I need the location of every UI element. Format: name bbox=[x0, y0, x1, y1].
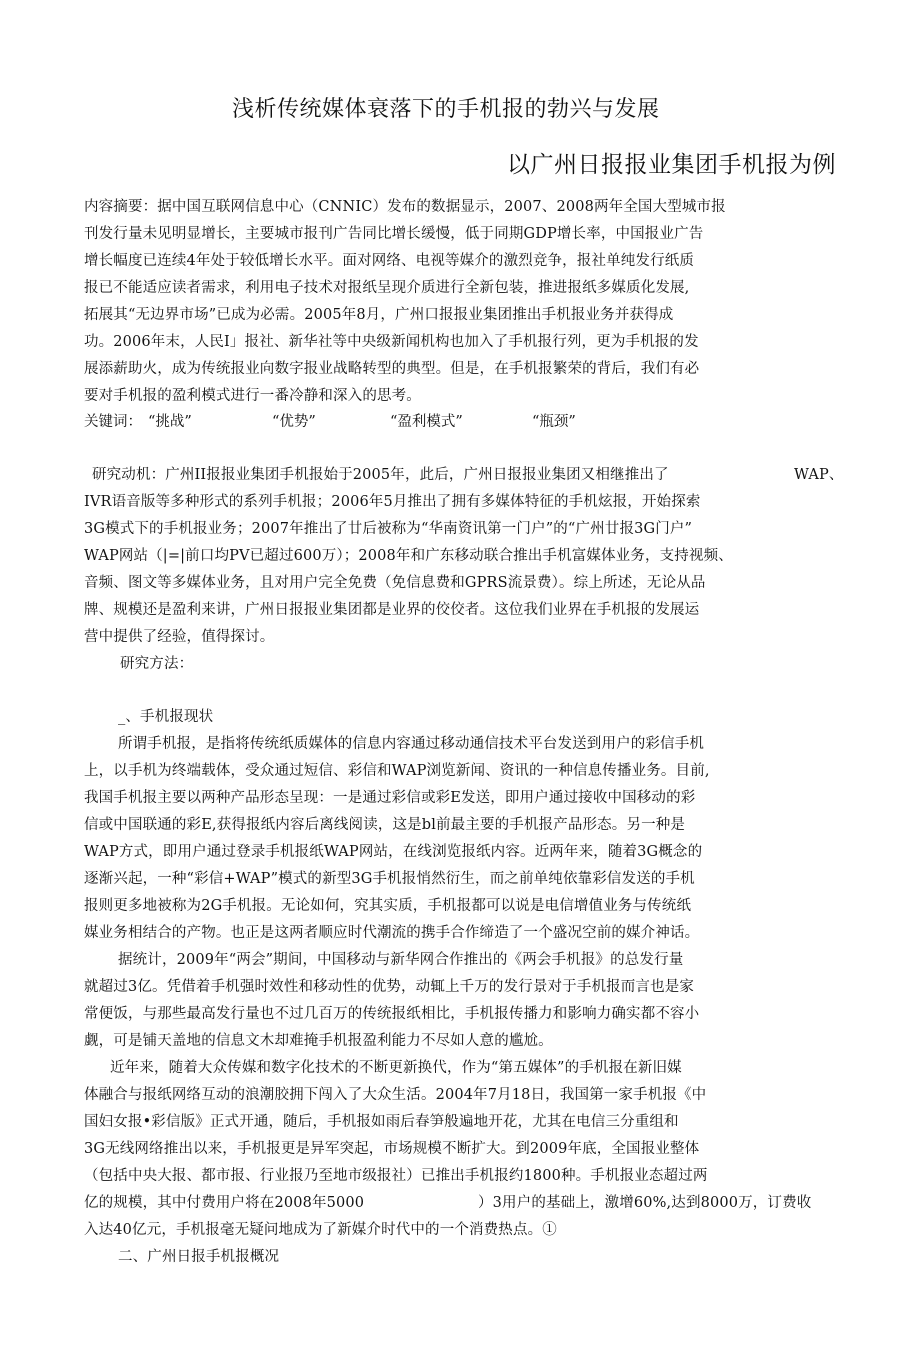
paragraph-line: 3G无线网络推出以来，手机报更是异军突起，市场规模不断扩大。到2009年底，全国报业整体 bbox=[84, 1141, 700, 1157]
paragraph-line: （包括中央大报、都市报、行业报乃至地市级报社）已推出手机报约1800种。手机报业态超过两 bbox=[84, 1168, 708, 1184]
paragraph-line: 据统计，2009年“两会”期间，中国移动与新华网合作推出的《两会手机报》的总发行量 bbox=[118, 952, 684, 968]
motivation-line-tail: WAP、 bbox=[794, 467, 844, 483]
keyword: “瓶颈” bbox=[532, 414, 576, 430]
paragraph-line: 觑，可是铺天盖地的信息文木却难掩手机报盈利能力不尽如人意的尴尬。 bbox=[84, 1033, 553, 1049]
paragraph-line: 逐渐兴起，一种“彩信+WAP”模式的新型3G手机报悄然衍生，而之前单纯依靠彩信发送的手机 bbox=[84, 871, 695, 887]
abstract-line: 内容摘要：据中国互联网信息中心（CNNIC）发布的数据显示，2007、2008两年全国大型城市报 bbox=[84, 199, 726, 215]
paragraph-line: WAP方式，即用户通过登录手机报纸WAP网站，在线浏览报纸内容。近两年来，随着3G概念的 bbox=[84, 844, 703, 860]
abstract-line: 拓展其“无边界市场”已成为必需。2005年8月，广州口报报业集团推出手机报业务并获得成 bbox=[84, 307, 674, 323]
motivation-line: 音频、图文等多媒体业务，且对用户完全免费（免信息费和GPRS流景费）。综上所述，无论从品 bbox=[84, 575, 706, 591]
abstract-line: 展添薪助火，成为传统报业向数字报业战略转型的典型。但是，在手机报繁荣的背后，我们有必 bbox=[84, 361, 700, 377]
motivation-line: 研究动机：广州II报报业集团手机报始于2005年，此后，广州日报报业集团又相继推出了 bbox=[92, 467, 669, 483]
keyword: “挑战” bbox=[148, 414, 192, 430]
motivation-line: WAP网站（|=|前口均PV已超过600万）；2008年和广东移动联合推出手机富媒体业务，支持视频、 bbox=[84, 548, 733, 564]
paragraph-line: 入达40亿元，手机报毫无疑问地成为了新媒介时代中的一个消费热点。① bbox=[84, 1222, 557, 1238]
abstract-line: 刊发行量未见明显增长，主要城市报刊广告同比增长缓慢，低于同期GDP增长率，中国报业广告 bbox=[84, 226, 704, 242]
paragraph-line: 媒业务相结合的产物。也正是这两者顺应时代潮流的携手合作缔造了一个盛况空前的媒介神话。 bbox=[84, 925, 700, 941]
paragraph-line: 体融合与报纸网络互动的浪潮胶拥下闯入了大众生活。2004年7月18日，我国第一家手机报《中 bbox=[84, 1087, 707, 1103]
paragraph-line: 我国手机报主要以两种产品形态呈现：一是通过彩信或彩E发送，即用户通过接收中国移动的彩 bbox=[84, 790, 696, 806]
page-title: 浅析传统媒体衰落下的手机报的勃兴与发展 bbox=[232, 97, 660, 122]
paragraph-line: 报则更多地被称为2G手机报。无论如何，究其实质，手机报都可以说是电信增值业务与传统纸 bbox=[84, 898, 692, 914]
motivation-line: IVR语音版等多种形式的系列手机报；2006年5月推出了拥有多媒体特征的手机炫报，开始探索 bbox=[84, 494, 701, 510]
paragraph-line: 就超过3亿。凭借着手机强时效性和移动性的优势，动辄上千万的发行景对于手机报而言也是家 bbox=[84, 979, 695, 995]
motivation-line: 营中提供了经验，值得探讨。 bbox=[84, 629, 275, 645]
paragraph-line: 国妇女报•彩信版》正式开通，随后，手机报如雨后春笋般遍地开花，尤其在电信三分重组和 bbox=[84, 1114, 679, 1130]
abstract-line: 增长幅度已连续4年处于较低增长水平。面对网络、电视等媒介的激烈竞争，报社单纯发行纸质 bbox=[84, 253, 695, 269]
paragraph-line: 常便饭，与那些最高发行量也不过几百万的传统报纸相比，手机报传播力和影响力确实都不容小 bbox=[84, 1006, 700, 1022]
paragraph-line: 所谓手机报，是指将传统纸质媒体的信息内容通过移动通信技术平台发送到用户的彩信手机 bbox=[118, 736, 704, 752]
page-subtitle: 以广州日报报业集团手机报为例 bbox=[507, 152, 836, 178]
abstract-line: 功。2006年末，人民I」报社、新华社等中央级新闻机构也加入了手机报行列，更为手机报的发 bbox=[84, 334, 699, 350]
paragraph-line: 信或中国联通的彩E,获得报纸内容后离线阅读，这是bl前最主要的手机报产品形态。另一种是 bbox=[84, 817, 686, 833]
paragraph-line: 近年来，随着大众传媒和数字化技术的不断更新换代，作为“第五媒体”的手机报在新旧媒 bbox=[110, 1060, 682, 1076]
paragraph-line: 亿的规模，其中付费用户将在2008年5000 bbox=[84, 1195, 365, 1211]
section-heading: 二、广州日报手机报概况 bbox=[118, 1249, 280, 1265]
motivation-line: 3G模式下的手机报业务；2007年推出了廿后被称为“华南资讯第一门户”的“广州廿报3G门户” bbox=[84, 521, 693, 537]
motivation-line: 牌、规模还是盈利来讲，广州日报报业集团都是业界的佼佼者。这位我们业界在手机报的发展运 bbox=[84, 602, 700, 618]
section-heading: _、手机报现状 bbox=[118, 709, 214, 725]
keywords-label: 关键词： bbox=[84, 414, 142, 430]
paragraph-line: ）3用户的基础上，激增60%,达到8000万，订费收 bbox=[478, 1195, 812, 1211]
abstract-line: 要对手机报的盈利模式进行一番冷静和深入的思考。 bbox=[84, 388, 421, 404]
keyword: “优势” bbox=[272, 414, 316, 430]
keyword: “盈利模式” bbox=[390, 414, 463, 430]
paragraph-line: 上，以手机为终端载体，受众通过短信、彩信和WAP浏览新闻、资讯的一种信息传播业务。目前, bbox=[84, 763, 710, 779]
method-label: 研究方法： bbox=[120, 656, 194, 672]
abstract-line: 报已不能适应读者需求，利用电子技术对报纸呈现介质进行全新包装，推进报纸多媒质化发展, bbox=[84, 280, 690, 296]
